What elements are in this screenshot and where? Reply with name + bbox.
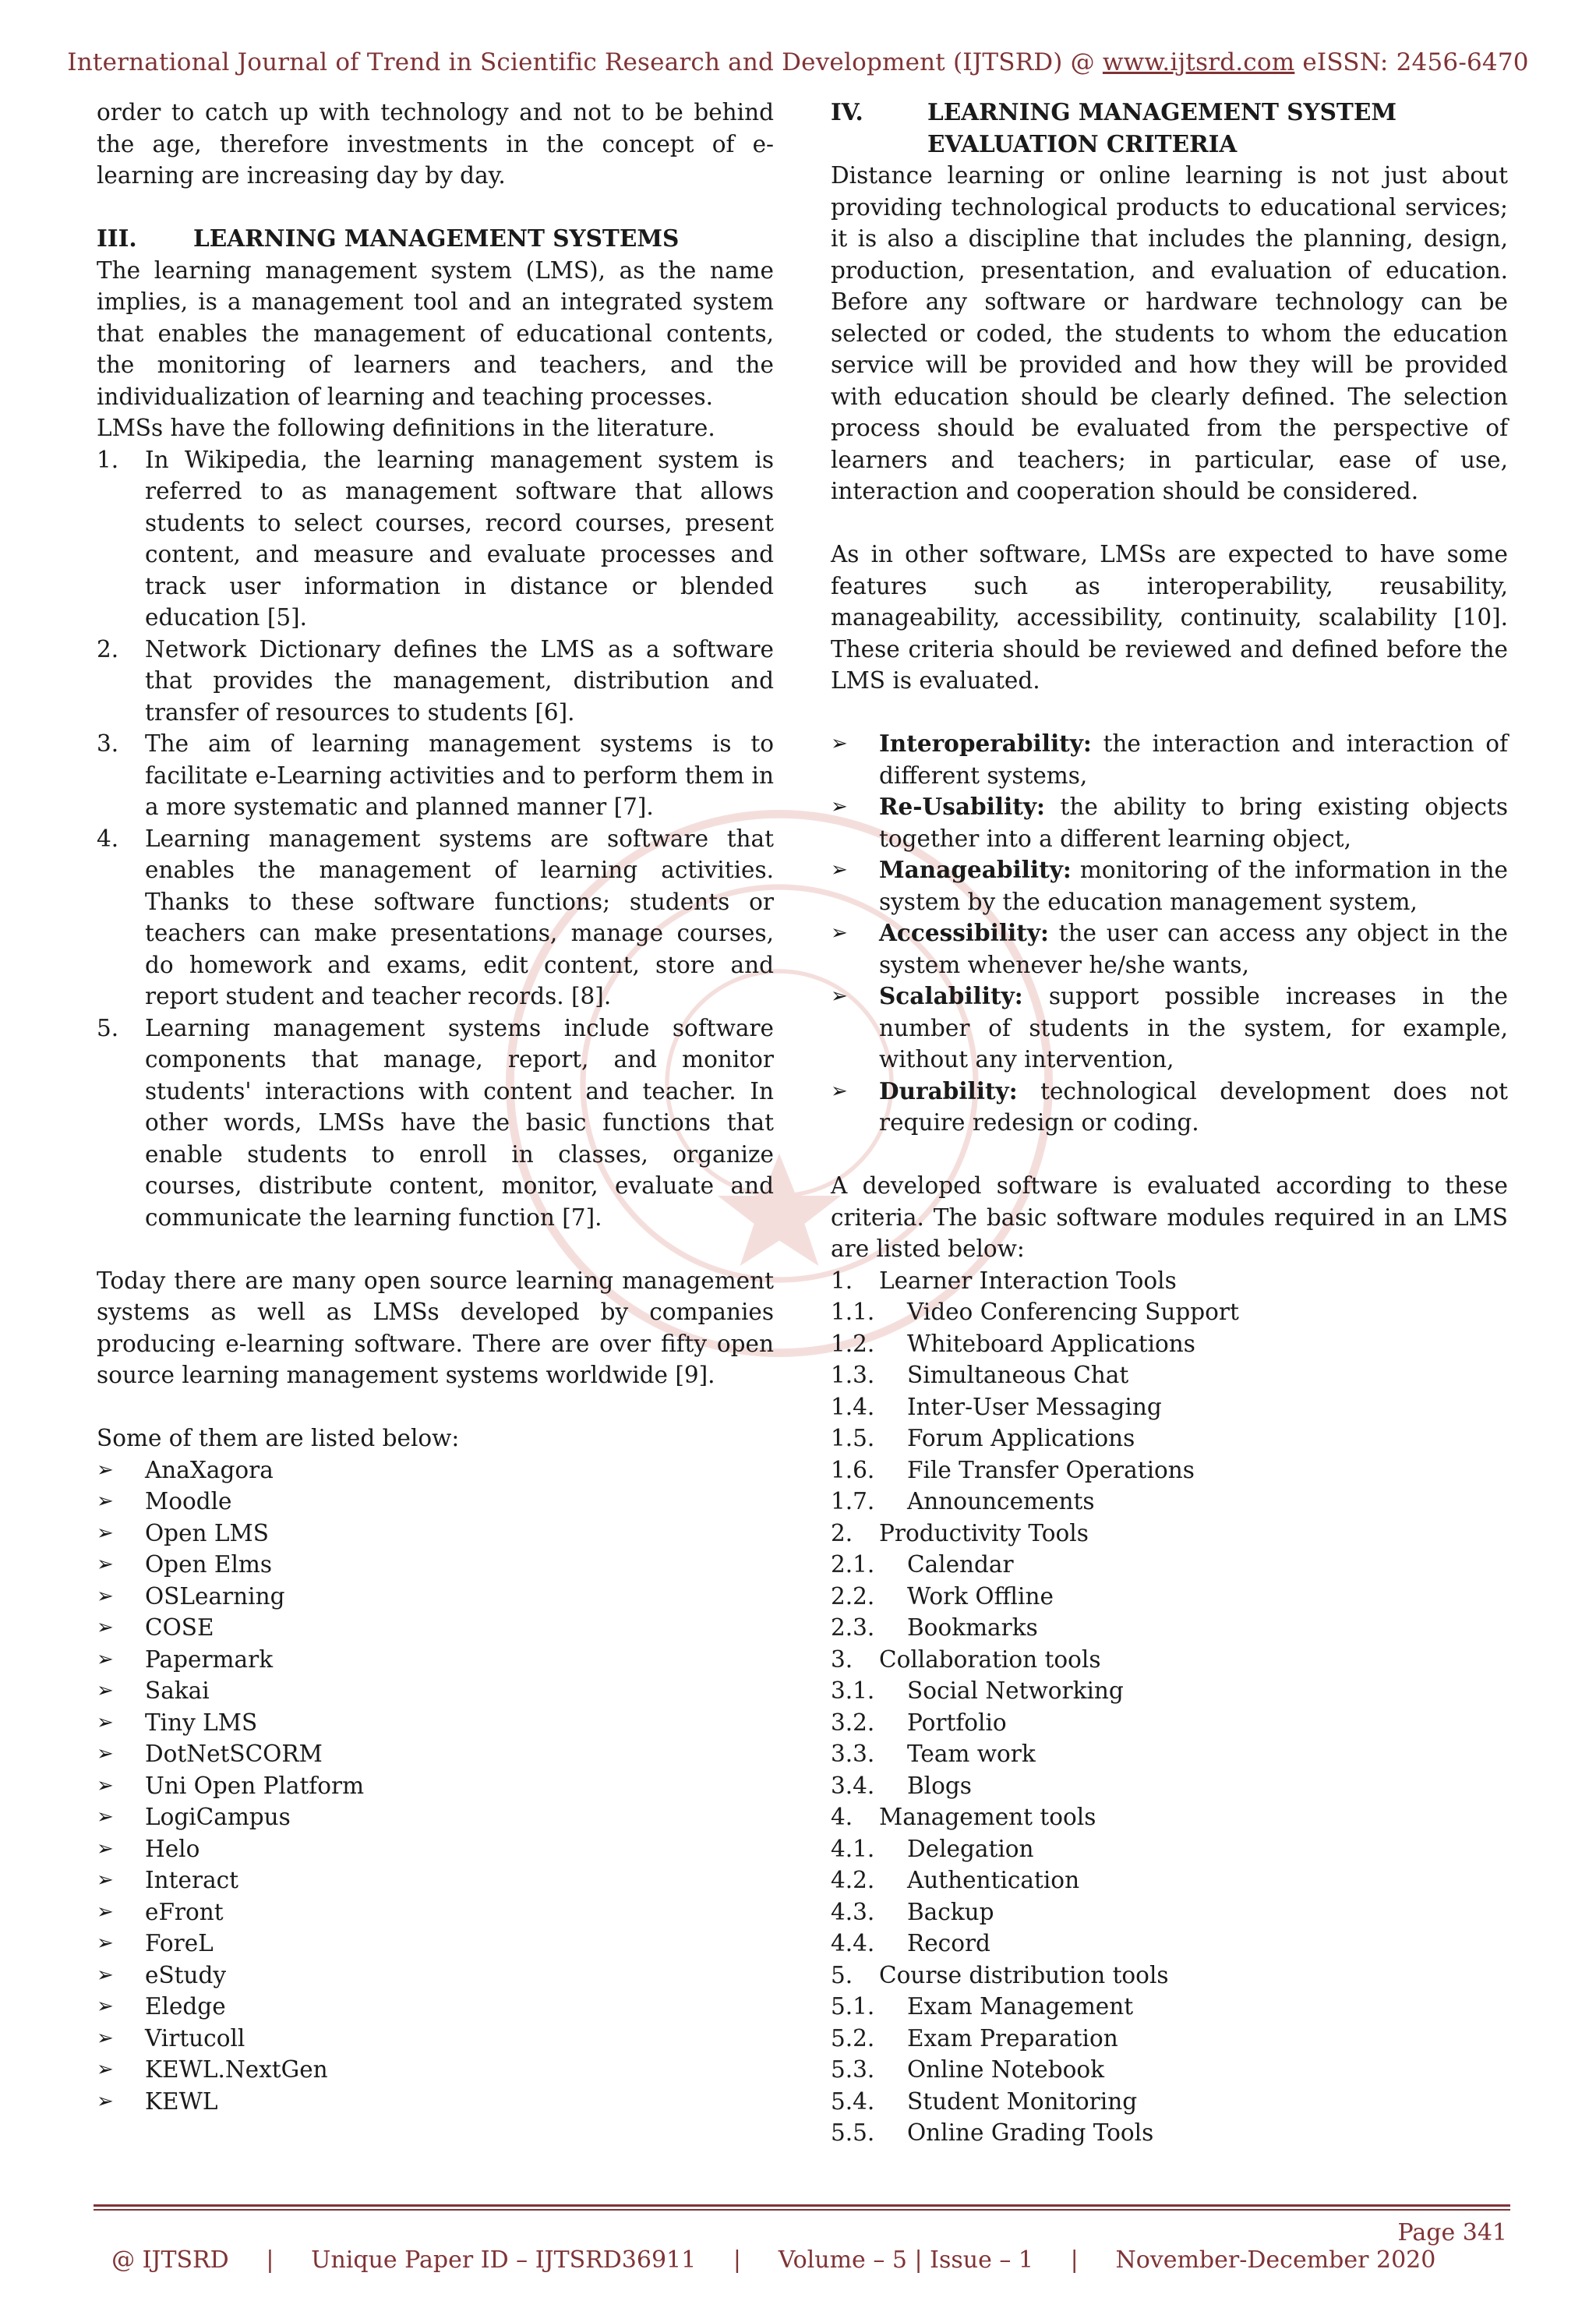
lms-list-item (97, 1864, 774, 1896)
module-number: 5.4. (831, 2087, 875, 2115)
arrow-bullet-icon: ➢ (97, 1710, 114, 1734)
item-text: The aim of learning management systems is to facilitate e-Learning activities and to perform them in a more systematic and planned manner [7]. (145, 730, 774, 820)
section-heading-iii (97, 223, 774, 255)
lms-name: AnaXagora (145, 1456, 274, 1483)
module-subitem (831, 1296, 1508, 1328)
module-name: Authentication (907, 1867, 1080, 1893)
criteria-item (831, 854, 1508, 917)
module-subitem (831, 1707, 1508, 1739)
module-name: Social Networking (907, 1677, 1124, 1704)
module-subitem (831, 1391, 1508, 1423)
module-subitem (831, 1675, 1508, 1707)
lms-list-item (97, 1675, 774, 1707)
module-item (831, 1960, 1508, 1992)
module-number: 3.1. (831, 1677, 875, 1704)
criteria-text (879, 791, 1508, 854)
lms-list-item (97, 1612, 774, 1644)
arrow-bullet-icon: ➢ (97, 1458, 114, 1482)
lms-name: Open LMS (145, 1519, 269, 1546)
criteria-term: Accessibility: (879, 919, 1049, 946)
item-text: Learning management systems include software components that manage, report, and monitor students' interactions with content and teacher. In other words, LMSs have the basic functions that enable students to enroll in classes, organize courses, distribute content, monitor, evaluate and communicate the learning function [7]. (145, 1014, 774, 1231)
module-name: Productivity Tools (879, 1519, 1089, 1546)
module-subitem (831, 1770, 1508, 1802)
arrow-bullet-icon: ➢ (97, 1616, 114, 1639)
module-name: Student Monitoring (907, 2087, 1138, 2115)
module-name: Exam Preparation (907, 2024, 1118, 2052)
lms-list-item (97, 1581, 774, 1613)
module-subitem (831, 2054, 1508, 2086)
left-column (97, 97, 774, 2117)
module-subitem (831, 1454, 1508, 1486)
arrow-bullet-icon: ➢ (97, 1836, 114, 1861)
modules-intro: A developed software is evaluated according to these criteria. The basic software modules required in an LMS are listed below: (831, 1172, 1508, 1262)
criteria-list (831, 728, 1508, 1139)
module-number: 4.2. (831, 1867, 875, 1893)
criteria-text (879, 917, 1508, 981)
criteria-term: Re-Usability: (879, 793, 1045, 820)
module-subitem (831, 1928, 1508, 1960)
module-subitem (831, 1864, 1508, 1896)
module-number: 5.3. (831, 2056, 875, 2083)
arrow-bullet-icon: ➢ (97, 1995, 114, 2018)
criteria-term: Manageability: (879, 856, 1072, 883)
arrow-bullet-icon: ➢ (831, 984, 848, 1008)
criteria-desc: the interaction and interaction of different systems, (879, 730, 1508, 789)
distance-learning-paragraph: Distance learning or online learning is not just about providing technological products to educational services; it is also a discipline that includes the planning, design, production, presentation, and evaluation of education. Before any software or hardware technology can be selected or coded, the students to whom the education service will be provided and how they will be provided with education should be clearly defined. The selection process should be evaluated from the perspective of learners and teachers; in particular, ease of use, interaction and cooperation should be considered. (831, 162, 1508, 504)
module-number: 2. (831, 1519, 853, 1546)
module-name: Bookmarks (907, 1614, 1038, 1641)
module-number: 1.5. (831, 1425, 875, 1451)
criteria-term: Interoperability: (879, 730, 1092, 757)
lms-list-item (97, 2054, 774, 2086)
lms-list-intro: Some of them are listed below: (97, 1425, 460, 1451)
modules-list (831, 1265, 1508, 2149)
lms-list-item (97, 1518, 774, 1550)
lms-list-item (97, 2023, 774, 2055)
arrow-bullet-icon: ➢ (97, 1490, 114, 1513)
module-name: Online Grading Tools (907, 2119, 1154, 2146)
criteria-item (831, 728, 1508, 791)
item-text: Learning management systems are software that enables the management of learning activities. Thanks to these software functions; students or teachers can make presentations, manage courses, do homework and exams, edit content, store and report student and teacher records. [8]. (145, 825, 774, 1009)
module-number: 1.6. (831, 1456, 875, 1483)
module-number: 1.3. (831, 1362, 875, 1388)
module-name: Online Notebook (907, 2056, 1105, 2083)
lms-list-item (97, 1707, 774, 1739)
module-number: 2.2. (831, 1582, 875, 1610)
module-number: 4.3. (831, 1898, 875, 1925)
lms-name: COSE (145, 1614, 214, 1641)
lms-list-item (97, 2086, 774, 2118)
definition-item (97, 823, 774, 1013)
module-name: Backup (907, 1898, 994, 1925)
page-number: Page 341 (1397, 2219, 1507, 2246)
module-number: 1.1. (831, 1299, 875, 1325)
lms-name: Sakai (145, 1677, 210, 1704)
criteria-item (831, 981, 1508, 1076)
module-name: Team work (907, 1741, 1036, 1767)
module-name: Delegation (907, 1835, 1034, 1862)
lms-name: Moodle (145, 1488, 232, 1515)
footer-rule-thin (94, 2209, 1510, 2211)
criteria-term: Scalability: (879, 982, 1023, 1009)
arrow-bullet-icon: ➢ (97, 1868, 114, 1892)
module-name: Whiteboard Applications (907, 1330, 1195, 1357)
module-name: Exam Management (907, 1993, 1134, 2020)
lms-list-item (97, 1454, 774, 1486)
criteria-text (879, 728, 1508, 791)
arrow-bullet-icon: ➢ (831, 795, 848, 818)
lms-name: LogiCampus (145, 1804, 291, 1830)
lms-name: OSLearning (145, 1582, 285, 1610)
arrow-bullet-icon: ➢ (97, 1553, 114, 1576)
lms-name: Tiny LMS (145, 1709, 258, 1736)
lms-name: eStudy (145, 1961, 227, 1988)
lms-list-item (97, 1991, 774, 2023)
definitions-intro: LMSs have the following definitions in the literature. (97, 415, 715, 441)
item-number: 3. (97, 730, 119, 757)
module-item (831, 1265, 1508, 1297)
module-number: 3.3. (831, 1741, 875, 1767)
arrow-bullet-icon: ➢ (97, 2026, 114, 2050)
page-footer (97, 2219, 1507, 2301)
features-paragraph: As in other software, LMSs are expected to have some features such as interoperability, reusability, manageability, accessibility, continuity, scalability [10]. These criteria should be reviewed and defined before the LMS is evaluated. (831, 541, 1508, 694)
arrow-bullet-icon: ➢ (97, 1742, 114, 1766)
lms-name: Papermark (145, 1645, 274, 1673)
arrow-bullet-icon: ➢ (97, 1900, 114, 1924)
lms-name: eFront (145, 1898, 224, 1925)
arrow-bullet-icon: ➢ (97, 1773, 114, 1797)
lms-name: ForeL (145, 1930, 214, 1956)
arrow-bullet-icon: ➢ (97, 1805, 114, 1829)
lms-name: Interact (145, 1867, 239, 1893)
lms-name: Virtucoll (145, 2024, 245, 2052)
item-number: 1. (97, 446, 119, 473)
arrow-bullet-icon: ➢ (97, 1963, 114, 1987)
module-number: 1. (831, 1267, 853, 1294)
header-journal-name: International Journal of Trend in Scientific Research and Development (IJTSRD) @ (67, 48, 1103, 76)
arrow-bullet-icon: ➢ (831, 858, 848, 882)
lms-name: KEWL.NextGen (145, 2056, 328, 2083)
module-subitem (831, 1328, 1508, 1360)
footer-info: @ IJTSRD | Unique Paper ID – IJTSRD36911 | Volume – 5 | Issue – 1 | November-December 2020 (111, 2246, 1436, 2274)
module-number: 4.1. (831, 1835, 875, 1862)
module-subitem (831, 2117, 1508, 2149)
arrow-bullet-icon: ➢ (831, 921, 848, 945)
module-number: 5.1. (831, 1993, 875, 2020)
module-name: Management tools (879, 1804, 1096, 1830)
item-number: 2. (97, 635, 119, 663)
criteria-item (831, 791, 1508, 854)
intro-paragraph: order to catch up with technology and not to be behind the age, therefore investments in the concept of e-learning are increasing day by day. (97, 99, 774, 189)
section-number: III. (97, 224, 137, 252)
module-subitem (831, 2086, 1508, 2118)
module-number: 1.4. (831, 1393, 875, 1420)
criteria-text (879, 1076, 1508, 1139)
item-number: 4. (97, 825, 119, 852)
module-number: 5.2. (831, 2024, 875, 2052)
module-number: 4.4. (831, 1930, 875, 1956)
definition-item (97, 634, 774, 729)
section-number: IV. (831, 98, 863, 125)
lms-list-item (97, 1928, 774, 1960)
lms-name: Eledge (145, 1993, 226, 2020)
module-number: 3. (831, 1645, 853, 1673)
criteria-desc: the ability to bring existing objects together into a different learning object, (879, 794, 1508, 852)
module-number: 1.7. (831, 1488, 875, 1515)
arrow-bullet-icon: ➢ (97, 1679, 114, 1702)
module-subitem (831, 1833, 1508, 1865)
criteria-desc: technological development does not require redesign or coding. (879, 1077, 1508, 1136)
lms-list-item (97, 1960, 774, 1992)
lms-name: Uni Open Platform (145, 1772, 365, 1799)
lms-list-item (97, 1801, 774, 1833)
lms-name: DotNetSCORM (145, 1741, 323, 1767)
header-site-link[interactable]: www.ijtsrd.com (1102, 48, 1295, 76)
module-name: Forum Applications (907, 1425, 1135, 1451)
module-name: Collaboration tools (879, 1645, 1101, 1673)
module-subitem (831, 1423, 1508, 1454)
lms-paragraph: The learning management system (LMS), as the name implies, is a management tool and an integrated system that enables the management of educational contents, the monitoring of learners and teachers, and the individualization of learning and teaching processes. (97, 256, 774, 410)
item-number: 5. (97, 1014, 119, 1041)
lms-list-item (97, 1738, 774, 1770)
open-source-paragraph: Today there are many open source learning management systems as well as LMSs developed by companies producing e-learning software. There are over fifty open source learning management systems worldwide [9]. (97, 1267, 774, 1388)
module-number: 4. (831, 1804, 853, 1830)
arrow-bullet-icon: ➢ (97, 2089, 114, 2113)
module-number: 5.5. (831, 2119, 875, 2146)
module-name: File Transfer Operations (907, 1456, 1195, 1483)
criteria-desc: monitoring of the information in the system by the education management system, (879, 857, 1508, 915)
module-subitem (831, 1612, 1508, 1644)
module-subitem (831, 1549, 1508, 1581)
module-subitem (831, 1486, 1508, 1518)
lms-list-item (97, 1549, 774, 1581)
lms-name: Open Elms (145, 1551, 272, 1578)
module-item (831, 1644, 1508, 1676)
module-subitem (831, 1991, 1508, 2023)
module-number: 2.1. (831, 1551, 875, 1578)
arrow-bullet-icon: ➢ (831, 732, 848, 755)
lms-list-item (97, 1644, 774, 1676)
module-name: Video Conferencing Support (907, 1299, 1239, 1325)
arrow-bullet-icon: ➢ (97, 1932, 114, 1955)
lms-list-item (97, 1833, 774, 1865)
definitions-list (97, 444, 774, 1234)
definition-item (97, 444, 774, 634)
section-title: LEARNING MANAGEMENT SYSTEM EVALUATION CRITERIA (927, 98, 1396, 157)
footer-rule (94, 2204, 1510, 2207)
item-text: In Wikipedia, the learning management system is referred to as management software that allows students to select courses, record courses, present content, and measure and evaluate processes and track user information in distance or blended education [5]. (145, 446, 774, 631)
module-number: 2.3. (831, 1614, 875, 1641)
right-column (831, 97, 1508, 2149)
definition-item (97, 728, 774, 823)
module-name: Calendar (907, 1551, 1014, 1578)
lms-list-item (97, 1486, 774, 1518)
module-item (831, 1801, 1508, 1833)
module-subitem (831, 1581, 1508, 1613)
arrow-bullet-icon: ➢ (97, 2058, 114, 2081)
module-number: 3.4. (831, 1772, 875, 1799)
module-number: 3.2. (831, 1709, 875, 1736)
lms-name: KEWL (145, 2087, 218, 2115)
module-item (831, 1518, 1508, 1550)
criteria-term: Durability: (879, 1076, 1018, 1105)
item-text: Network Dictionary defines the LMS as a software that provides the management, distribution and transfer of resources to students [6]. (145, 635, 774, 726)
module-subitem (831, 1738, 1508, 1770)
module-name: Announcements (907, 1488, 1095, 1515)
module-name: Record (907, 1930, 990, 1956)
definition-item (97, 1013, 774, 1234)
criteria-item (831, 1076, 1508, 1139)
module-name: Simultaneous Chat (907, 1362, 1129, 1388)
lms-list (97, 1454, 774, 2118)
lms-list-item (97, 1770, 774, 1802)
arrow-bullet-icon: ➢ (97, 1521, 114, 1545)
journal-header (0, 48, 1596, 76)
section-title: LEARNING MANAGEMENT SYSTEMS (193, 224, 680, 252)
arrow-bullet-icon: ➢ (831, 1079, 848, 1103)
module-number: 1.2. (831, 1330, 875, 1357)
module-name: Inter-User Messaging (907, 1393, 1162, 1420)
criteria-item (831, 917, 1508, 981)
module-name: Course distribution tools (879, 1961, 1169, 1988)
lms-name: Helo (145, 1835, 200, 1862)
arrow-bullet-icon: ➢ (97, 1584, 114, 1608)
module-number: 5. (831, 1961, 853, 1988)
header-issn: eISSN: 2456-6470 (1294, 48, 1529, 76)
module-name: Work Offline (907, 1582, 1054, 1610)
module-subitem (831, 1896, 1508, 1928)
module-name: Portfolio (907, 1709, 1007, 1736)
criteria-desc: the user can access any object in the system whenever he/she wants, (879, 920, 1508, 978)
module-name: Learner Interaction Tools (879, 1267, 1177, 1294)
module-name: Blogs (907, 1772, 972, 1799)
module-subitem (831, 2023, 1508, 2055)
module-subitem (831, 1359, 1508, 1391)
criteria-text (879, 854, 1508, 917)
criteria-desc: support possible increases in the number of students in the system, for example, without any intervention, (879, 983, 1508, 1073)
criteria-text (879, 981, 1508, 1076)
arrow-bullet-icon: ➢ (97, 1647, 114, 1671)
lms-list-item (97, 1896, 774, 1928)
section-heading-iv (831, 97, 1508, 160)
